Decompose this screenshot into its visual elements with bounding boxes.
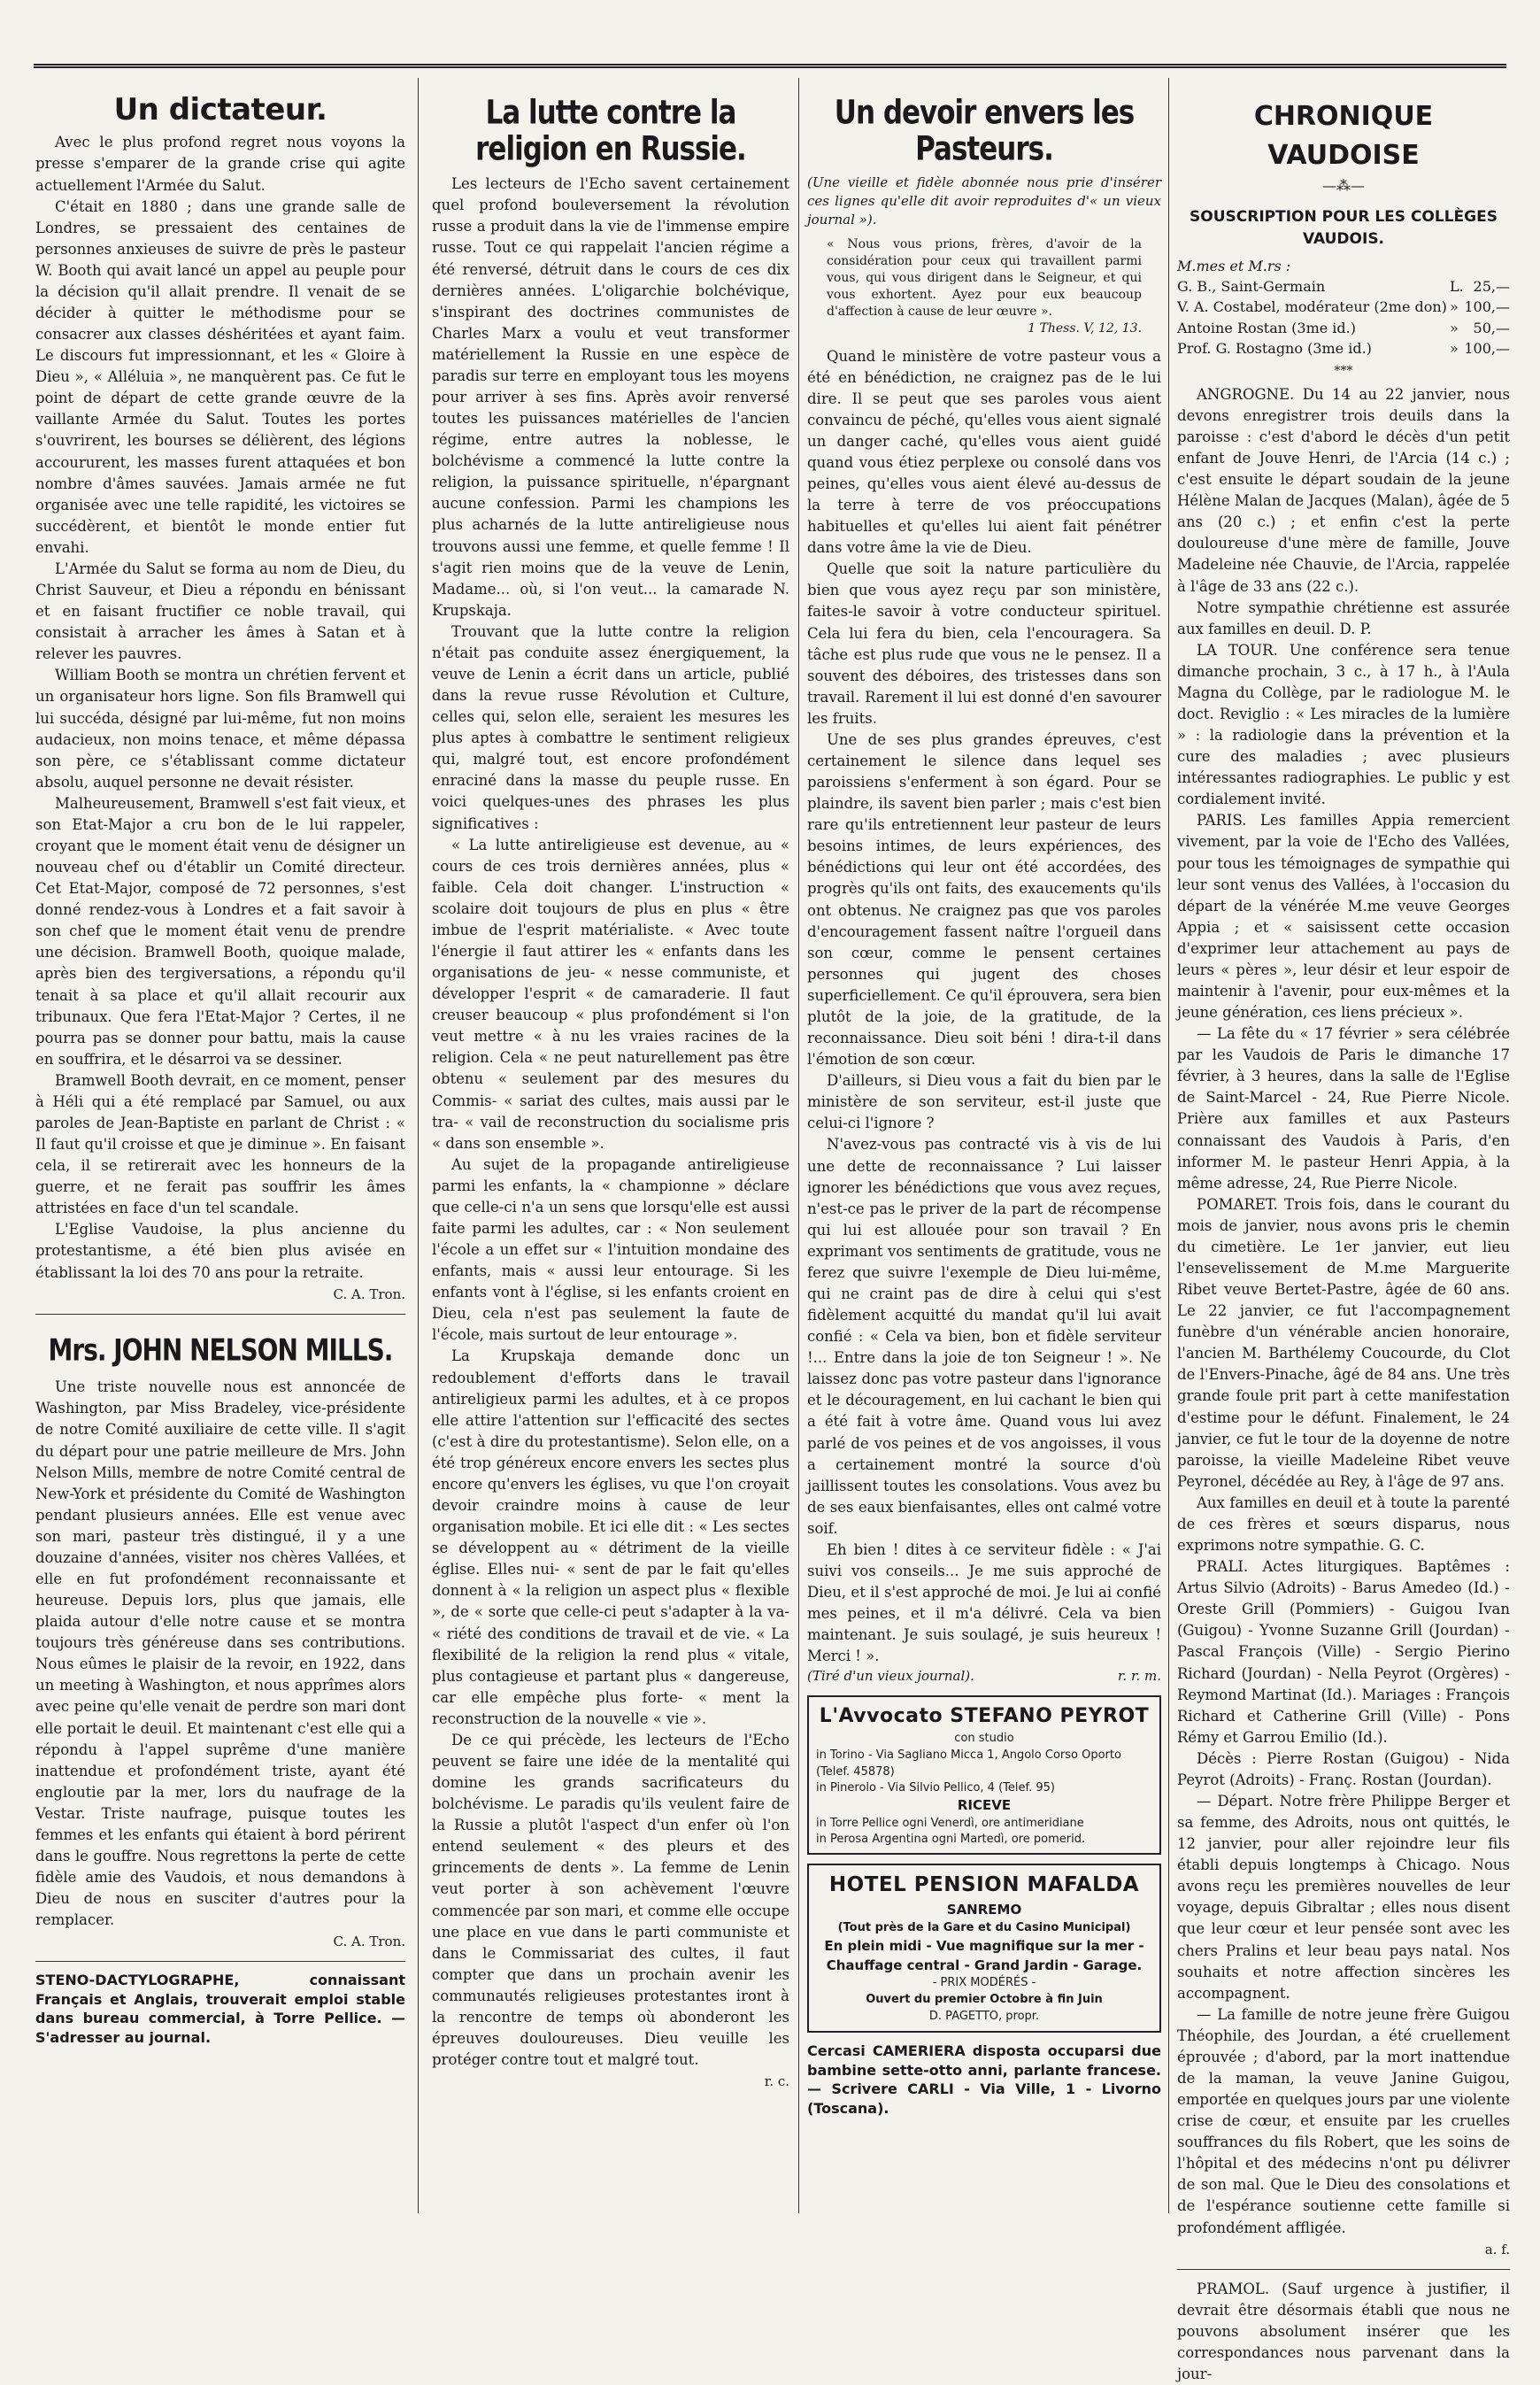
- paragraph: ANGROGNE. Du 14 au 22 janvier, nous devons enregistrer trois deuils dans la paroisse : c'est d'abord le décès d'un petit enfant de Jouve Henri, de l'Arcia (14 c.) ; c'est ensuite le départ soudain de la jeune Hélène Malan de Jacques (Malan), âgée de 5 ans (20 c.) ; et enfin c'est la perte douloureuse d'une mère de famille, Jouve Madeleine née Chauvie, de l'Arcia, rappelée à l'âge de 33 ans (22 c.).: [1177, 385, 1510, 595]
- donations-table: [1177, 276, 1510, 359]
- souscription-salutation: M.mes et M.rs :: [1177, 257, 1291, 274]
- article-title-russie: La lutte contre la religion en Russie.: [475, 93, 746, 169]
- column-3: [807, 78, 1161, 2213]
- table-row: [1177, 276, 1510, 297]
- top-double-rule: [34, 64, 1506, 68]
- ad-line: Ouvert du premier Octobre à fin Juin: [866, 1993, 1103, 2007]
- column-2: [432, 78, 789, 2213]
- paragraph: Quelle que soit la nature particulière du bien que vous ayez reçu par son ministère, faites-le savoir à votre conducteur spirituel. Cela lui fera du bien, cela l'encouragera. Sa tâche est plus rude que vous ne le pensez. Il a souvent des déboires, des tristesses dans son travail. Rarement il lui est donné d'en savourer les fruits.: [807, 560, 1161, 727]
- paragraph: PRALI. Actes liturgiques. Baptêmes : Artus Silvio (Adroits) - Barus Amedeo (Id.) - Oreste Grill (Pommiers) - Guigou Ivan (Guigou) - Yvonne Suzanne Grill (Jourdan) - Pascal François (Ville) - Sergio Pierino Richard (Jourdan) - Nella Peyrot (Orgères) - Reymond Martinat (Id.). Mariages : François Richard et Catherine Grill (Ville) - Pons Rémy et Garrou Emilio (Id.).: [1177, 1558, 1510, 1746]
- paragraph: N'avez-vous pas contracté vis à vis de lui une dette de reconnaissance ? Lui laisser ignorer les bénédictions que vous avez reçues, n'est-ce pas le priver de la part de récompense qui lui est allouée pour son travail ? En exprimant vos sentiments de gratitude, vous ne ferez que suivre l'exemple de Dieu lui-même, qui ne craint pas de dire à celui qui s'est fidèlement acquitté du mandat qu'il lui avait confié : « Cela va bien, bon et fidèle serviteur !... Entre dans la joie de ton Seigneur ! ». Ne laissez donc pas votre pasteur dans l'ignorance et le découragement, en lui cachant le bien qui a été fait à votre âme. Quand vous lui avez parlé de vos peines et de vos angoisses, il vous a certainement montré la source d'où jaillissent toutes les consolations. Vous avez bu de ses eaux bienfaisantes, elles ont calmé votre soif.: [807, 1136, 1161, 1537]
- section-stars: ***: [1334, 364, 1353, 379]
- ad-line: in Pinerolo - Via Silvio Pellico, 4 (Telef. 95): [816, 1780, 1056, 1795]
- paragraph: La Krupskaja demande donc un redoublement d'efforts dans le travail antireligieux parmi les adultes, et à ce propos elle attire l'attention sur l'efficacité des sectes (c'est à dire du protestantisme). Selon elle, on a été trop généreux encore envers les sectes plus encore qu'envers les églises, vu que l'on croyait devoir craindre moins à cause de leur organisation mobile. Et ici elle dit : « Les sectes se développent au « détriment de la vieille église. Elles nui- « sent de par le fait qu'elles donnent à « la religion un aspect plus « flexible », de « sorte que celle-ci peut s'adapter à la va- « riété des conditions de travail et de vie. « La flexibilité de la religion la rend plus « vitale, plus contagieuse et partant plus « dangereuse, car elle empêche plus forte- « ment la reconstruction de la nouvelle « vie ».: [432, 1347, 789, 1727]
- paragraph: C'était en 1880 ; dans une grande salle de Londres, se pressaient des centaines de personnes anxieuses de suivre de près le pasteur W. Booth qui avait lancé un appel au peuple pour la décision qu'il allait prendre. Il venait de se décider à quitter le méthodisme pour se consacrer aux classes déshéritées et ayant faim. Le discours fut impressionnant, et les « Gloire à Dieu », « Alléluia », ne manquèrent pas. Ce fut le point de départ de cette grande œuvre de la vaillante Armée du Salut. Toutes les portes s'ouvrirent, les bourses se délièrent, des légions accoururent, les masses furent attaquées et bon nombre d'âmes sauvées. Jamais armée ne fut organisée avec une telle rapidité, les victoires se succédèrent, et bientôt le monde entier fut envahi.: [35, 197, 405, 556]
- paragraph: L'Armée du Salut se forma au nom de Dieu, du Christ Sauveur, et Dieu a répondu en bénissant et en faisant fructifier ce noble travail, qui consistait à arracher les âmes à Satan et à relever les pauvres.: [35, 560, 405, 663]
- amount: 100,—: [1464, 340, 1510, 358]
- ornament: —⁂—: [1322, 176, 1365, 194]
- paragraph: Quand le ministère de votre pasteur vous a été en bénédiction, ne craignez pas de le lui dire. Il se peut que ses paroles vous aient convaincu de péché, qu'elles vous aient signalé un danger caché, qu'elles vous aient guidé quand vous étiez perplexe ou consolé dans vos peines, qu'elles vous aient élevé au-dessus de la terre à terre de vos préoccupations habituelles et qu'elles lui aient fait pénétrer dans votre âme la vie de Dieu.: [807, 347, 1161, 557]
- classified-steno: STENO-DACTYLOGRAPHE, connaissant Français et Anglais, trouverait emploi stable dans bureau commercial, à Torre Pellice. — S'adresser au journal.: [35, 1972, 405, 2046]
- ad-subtitle: con studio: [954, 1732, 1014, 1746]
- ad-location: (Tout près de la Gare et du Casino Municipal): [837, 1920, 1131, 1934]
- ad-line: RICEVE: [957, 1796, 1012, 1813]
- paragraph: POMARET. Trois fois, dans le courant du mois de janvier, nous avons pris le chemin du cimetière. Le 1er janvier, eut lieu l'ensevelissement de M.me Marguerite Ribet veuve Bertet-Pastre, âgée de 60 ans. Le 22 janvier, ce fut l'accompagnement funèbre d'un vénérable ancien honoraire, l'ancien M. Barthélemy Coucourde, du Clot de l'Envers-Pinache, âgé de 84 ans. Une très grande foule prit part à cette manifestation d'estime pour le défunt. Finalement, le 24 janvier, ce fut le tour de la doyenne de notre paroisse, la vieille Madeleine Ribet veuve Peyronel, décédée au Rey, à l'âge de 97 ans.: [1177, 1195, 1510, 1490]
- ad-line: - PRIX MODÉRÉS -: [932, 1976, 1036, 1990]
- paragraph: L'Eglise Vaudoise, la plus ancienne du protestantisme, a été bien plus avisée en établissant la loi des 70 ans pour la retraite.: [35, 1221, 405, 1281]
- currency: »: [1449, 319, 1459, 336]
- article-title-mills: Mrs. JOHN NELSON MILLS.: [48, 1332, 393, 1368]
- article-signature: C. A. Tron.: [333, 1285, 405, 1302]
- ad-line: in Torino - Via Sagliano Micca 1, Angolo Corso Oporto (Telef. 45878): [816, 1748, 1121, 1779]
- paragraph: Aux familles en deuil et à toute la parenté de ces frères et sœurs disparus, nous exprimons notre sympathie. G. C.: [1177, 1494, 1510, 1555]
- bible-verse: [827, 236, 1142, 336]
- classified-cameriera: Cercasi CAMERIERA disposta occuparsi due bambine sette-otto anni, parlante francese. — Scrivere CARLI - Via Ville, 1 - Livorno (Toscana).: [807, 2042, 1161, 2118]
- amount: 100,—: [1464, 298, 1510, 316]
- amount: 50,—: [1473, 319, 1510, 336]
- article-signature: C. A. Tron.: [333, 1933, 405, 1950]
- verse-reference: 1 Thess. V, 12, 13.: [1028, 320, 1142, 336]
- ad-peyrot: [807, 1695, 1161, 1855]
- paragraph: D'ailleurs, si Dieu vous a fait du bien par le ministère de son serviteur, est-il juste que celui-ci l'ignore ?: [807, 1072, 1161, 1132]
- paragraph: Une de ses plus grandes épreuves, c'est certainement le silence dans lequel ses paroissiens s'enferment à son égard. Pour se plaindre, ils savent bien parler ; mais c'est bien rare qu'ils entretiennent leur pasteur de leurs besoins intimes, de leurs expériences, des bénédictions qui leur ont été accordées, des progrès qu'ils ont faits, des exaucements qu'ils ont obtenus. Ne craignez pas que vos paroles d'encouragement fassent naître l'orgueil dans son cœur, comme le pensent certaines personnes qui jugent des choses superficiellement. Ce qu'il éprouvera, sera bien plutôt de la joie, de la gratitude, de la reconnaissance. Dieu soit béni ! dira-t-il dans l'émotion de son cœur.: [807, 730, 1161, 1069]
- table-row: [1177, 318, 1510, 338]
- article-footer: [807, 1667, 1161, 1686]
- article-body-dictateur: [35, 132, 405, 1283]
- paragraph: Trouvant que la lutte contre la religion n'était pas conduite assez énergiquement, la veuve de Lenin a écrit dans un article, publié dans la revue russe Révolution et Culture, celles qui, selon elle, seraient les mesures les plus aptes à combattre le sentiment religieux qui, malgré tout, est encore profondément enraciné dans la masse du peuple russe. En voici quelques-unes des phrases les plus significatives :: [432, 622, 789, 832]
- paragraph: LA TOUR. Une conférence sera tenue dimanche prochain, 3 c., à 17 h., à l'Aula Magna du Collège, par le radiologue M. le doct. Reviglio : « Les miracles de la lumière » : la radiologie dans la prévention et la cure des maladies ; avec plusieurs intéressantes radiographies. Le public y est cordialement invité.: [1177, 641, 1510, 808]
- amount: 25,—: [1473, 277, 1510, 295]
- currency: L.: [1449, 277, 1464, 295]
- paragraph: — La famille de notre jeune frère Guigou Théophile, des Jourdan, a été cruellement éprouvée ; d'abord, par la mort inattendue de la maman, la veuve Janine Guigou, emportée en quelques jours par une violente crise de cœur, et ensuite par les cruelles souffrances du fils Robert, que les soins de l'hôpital et des médecins n'ont pu délivrer de son mal. Que le Dieu des consolations et de l'espérance soutienne cette famille si profondément affligée.: [1177, 2005, 1510, 2236]
- paragraph: PARIS. Les familles Appia remercient vivement, par la voie de l'Echo des Vallées, pour tous les témoignages de sympathie qui leur sont venus des Vallées, à l'occasion du départ de la vénérée M.me veuve Georges Appia ; et « saisissent cette occasion d'exprimer leur attachement au pays de leurs « pères », leur désir et leur espoir de maintenir à l'avenir, pour eux-mêmes et la jeune génération, ces liens précieux ».: [1177, 812, 1510, 1022]
- paragraph: Malheureusement, Bramwell s'est fait vieux, et son Etat-Major a cru bon de le lui rappeler, croyant que le moment était venu de désigner un nouveau chef ou d'établir un Comité directeur. Cet Etat-Major, composé de 72 personnes, s'est donné rendez-vous à Londres et a fait savoir à son chef que le moment était venu de prendre une décision. Bramwell Booth, quoique malade, après bien des tergiversations, a répondu qu'il tenait à sa place et qu'il allait recourir aux tribunaux. Que fera l'Etat-Major ? Certes, il ne pourra pas se donner pour battu, mais la cause en souffrira, et le désarroi va se dessiner.: [35, 794, 405, 1068]
- donor-name: G. B., Saint-Germain: [1177, 277, 1326, 295]
- currency: »: [1449, 340, 1459, 358]
- article-signature: r. r. m.: [1117, 1668, 1161, 1685]
- paragraph: Une triste nouvelle nous est annoncée de Washington, par Miss Bradeley, vice-présidente de notre Comité auxiliaire de cette ville. Il s'agit du départ pour une patrie meilleure de Mrs. John Nelson Mills, membre de notre Comité central de New-York et présidente du Comité de Washington pendant plusieurs années. Elle est venue avec son mari, pasteur très distingué, il y a une douzaine d'années, visiter nos chères Vallées, et elle en fut profondément reconnaissante et heureuse. Depuis lors, plus que jamais, elle plaida autour d'elle notre cause et se montra toujours très généreuse dans ses contributions. Nous eûmes le plaisir de la revoir, en 1922, dans un meeting à Washington, et nous apprîmes alors avec peine qu'elle venait de perdre son mari dont elle portait le deuil. Et maintenant c'est elle qui a répondu à l'appel suprême d'une manière inattendue et profondément triste, ayant été engloutie par la mer, lors du naufrage de la Vestar. Triste naufrage, puisque toutes les femmes et les enfants qui étaient à bord périrent dans le gouffre. Nous regrettons la perte de cette fidèle amie des Vaudois, et nous demandons à Dieu de nous en susciter d'autres pour la remplacer.: [35, 1378, 405, 1929]
- paragraph: William Booth se montra un chrétien fervent et un organisateur hors ligne. Son fils Bramwell qui lui succéda, désigné par lui-même, fut non moins audacieux, non moins tenace, et même dépassa son père, ce s'établissant comme dictateur absolu, auquel personne ne devait résister.: [35, 667, 405, 791]
- ad-line: in Perosa Argentina ogni Martedì, ore pomerid.: [816, 1832, 1086, 1846]
- paragraph: Décès : Pierre Rostan (Guigou) - Nida Peyrot (Adroits) - Franç. Rostan (Jourdan).: [1177, 1749, 1510, 1788]
- donor-name: Prof. G. Rostagno (3me id.): [1177, 340, 1372, 358]
- article-source: (Tiré d'un vieux journal).: [807, 1668, 974, 1685]
- paragraph: Avec le plus profond regret nous voyons la presse s'emparer de la grande crise qui agite actuellement l'Armée du Salut.: [35, 134, 405, 194]
- ad-line: D. PAGETTO, propr.: [928, 2010, 1040, 2024]
- column-separator: [1168, 78, 1169, 2213]
- paragraph: PRAMOL. (Sauf urgence à justifier, il devrait être désormais établi que nous ne pouvons absolument insérer que les correspondances nous parvenant dans la jour-: [1177, 2280, 1510, 2382]
- divider: [35, 1961, 405, 1962]
- verse-text: « Nous vous prions, frères, d'avoir de la considération pour ceux qui travaillent parmi vous, qui vous dirigent dans le Seigneur, et qui vous exhortent. Ayez pour eux beaucoup d'affection à cause de leur œuvre ».: [827, 237, 1142, 319]
- ad-line: En plein midi - Vue magnifique sur la mer - Chauffage central - Grand Jardin - Garage.: [824, 1937, 1144, 1973]
- article-signature: r. c.: [764, 2073, 789, 2090]
- paragraph: Bramwell Booth devrait, en ce moment, penser à Héli qui a été remplacé par Samuel, ou aux paroles de Jean-Baptiste en parlant de Christ : « Il faut qu'il croisse et que je diminue ». En faisant cela, il se retirerait avec les honneurs de la guerre, et ne ferait pas souffrir les âmes attristées en face d'un tel scandale.: [35, 1071, 405, 1217]
- divider: [35, 1314, 405, 1315]
- article-title-pasteurs: Un devoir envers les Pasteurs.: [834, 93, 1135, 169]
- ad-title: L'Avvocato STEFANO PEYROT: [819, 1705, 1150, 1728]
- table-row: [1177, 338, 1510, 359]
- paragraph: Au sujet de la propagande antireligieuse parmi les enfants, la « championne » déclare que celle-ci n'a un sens que lorsqu'elle est aussi faite parmi les adultes, car : « Non seulement l'école a un effet sur « l'intuition mondaine des enfants, mais « aussi leur entourage. Si les enfants vont à l'église, si les enfants croient en Dieu, cela n'est pas seulement la faute de l'école, mais surtout de leur entourage ».: [432, 1155, 789, 1344]
- paragraph: « La lutte antireligieuse est devenue, au « cours de ces trois dernières années, plus « faible. Cela doit changer. L'instruction « scolaire doit toujours de plus en plus « être imbue de l'esprit matérialiste. « Avec toute l'énergie il faut attirer les « enfants dans les organisations de jeu- « nesse communiste, et développer l'esprit « de camaraderie. Il faut creuser beaucoup « plus profondément si l'on veut mettre « à nu les vraies racines de la religion. Cela « ne peut naturellement pas être obtenu « seulement par des mesures du Commis- « sariat des cultes, mais aussi par le tra- « vail de reconstruction du socialisme pris « dans son ensemble ».: [432, 836, 789, 1152]
- article-intro: (Une vieille et fidèle abonnée nous prie d'insérer ces lignes qu'elle dit avoir reproduites d'« un vieux journal »).: [807, 174, 1161, 228]
- paragraph: — Départ. Notre frère Philippe Berger et sa femme, des Adroits, nous ont quittés, le 12 janvier, pour aller rejoindre leur fils établi depuis longtemps à Chicago. Nous avons reçu les premières nouvelles de leur voyage, depuis Gibraltar ; elles nous disent que leur cœur et leur pensée sont avec les chers Pralins et leur beau pays natal. Nos souhaits et notre affection sincères les accompagnent.: [1177, 1792, 1510, 2002]
- column-1: [35, 78, 405, 2213]
- ad-city: SANREMO: [946, 1901, 1022, 1918]
- paragraph: Eh bien ! dites à ce serviteur fidèle : « J'ai suivi vos conseils... Je me suis approché de Dieu, et il s'est approché de moi. Je lui ai confié mes peines, et il m'a délivré. Cela va bien maintenant. Je suis soulagé, je suis heureux ! Merci ! ».: [807, 1540, 1161, 1665]
- article-signature: a. f.: [1484, 2241, 1510, 2258]
- ad-hotel-mafalda: [807, 1864, 1161, 2033]
- donor-name: Antoine Rostan (3me id.): [1177, 319, 1356, 336]
- column-4: [1177, 78, 1510, 2382]
- donor-name: V. A. Costabel, modérateur (2me don): [1177, 298, 1447, 316]
- table-row: [1177, 297, 1510, 317]
- article-title-dictateur: Un dictateur.: [113, 92, 327, 127]
- column-separator: [798, 78, 799, 2213]
- souscription-heading: SOUSCRIPTION POUR LES COLLÈGES VAUDOIS.: [1190, 207, 1498, 248]
- paragraph: — La fête du « 17 février » sera célébrée par les Vaudois de Paris le dimanche 17 février, à 3 heures, dans la salle de l'Eglise de Saint-Marcel - 24, Rue Pierre Nicole. Prière aux familles et aux Pasteurs connaissant des Vaudois à Paris, d'en informer M. le pasteur Henri Appia, à la même adresse, 24, Rue Pierre Nicole.: [1177, 1025, 1510, 1192]
- currency: »: [1449, 298, 1459, 316]
- section-title-chronique: CHRONIQUE VAUDOISE: [1253, 101, 1434, 171]
- paragraph: De ce qui précède, les lecteurs de l'Echo peuvent se faire une idée de la mentalité qui domine les grands sacrificateurs du bolchévisme. Le paradis qu'ils veulent faire de la Russie a plutôt l'aspect d'un enfer où l'on entend seulement « des pleurs et des grincements de dents ». La femme de Lenin veut porter à son achèvement l'œuvre commencée par son mari, et comme elle occupe une place en vue dans le parti communiste et dans le Commissariat des cultes, il faut compter que dans un prochain avenir les communautés religieuses protestantes iront à la rencontre de temps où abonderont les épreuves douloureuses. Dieu veuille les protéger contre tout et malgré tout.: [432, 1731, 789, 2069]
- ad-line: in Torre Pellice ogni Venerdì, ore antimeridiane: [816, 1816, 1084, 1830]
- ad-title: HOTEL PENSION MAFALDA: [828, 1873, 1140, 1897]
- column-separator: [418, 78, 419, 2213]
- paragraph: Notre sympathie chrétienne est assurée aux familles en deuil. D. P.: [1177, 598, 1510, 637]
- divider: [1177, 2269, 1510, 2270]
- paragraph: Les lecteurs de l'Echo savent certainement quel profond bouleversement la révolution russe a produit dans la vie de l'immense empire russe. Tout ce qui rappelait l'ancien régime a été renversé, détruit dans le cours de ces dix dernières années. L'oligarchie bolchévique, s'inspirant des doctrines communistes de Charles Marx a voulu et veut transformer matériellement la Russie en une espèce de paradis sur terre en employant tous les moyens pour arriver à ses fins. Après avoir renversé toutes les puissances matérielles de l'ancien régime, entre autres la noblesse, le bolchévisme a commencé la lutte contre la religion, la puissance spirituelle, n'épargnant aucune confession. Parmi les champions les plus acharnés de la lutte antireligieuse nous trouvons aussi une femme, et quelle femme ! Il s'agit rien moins que de la veuve de Lenin, Madame... où, si l'on veut... la camarade N. Krupskaja.: [432, 175, 789, 619]
